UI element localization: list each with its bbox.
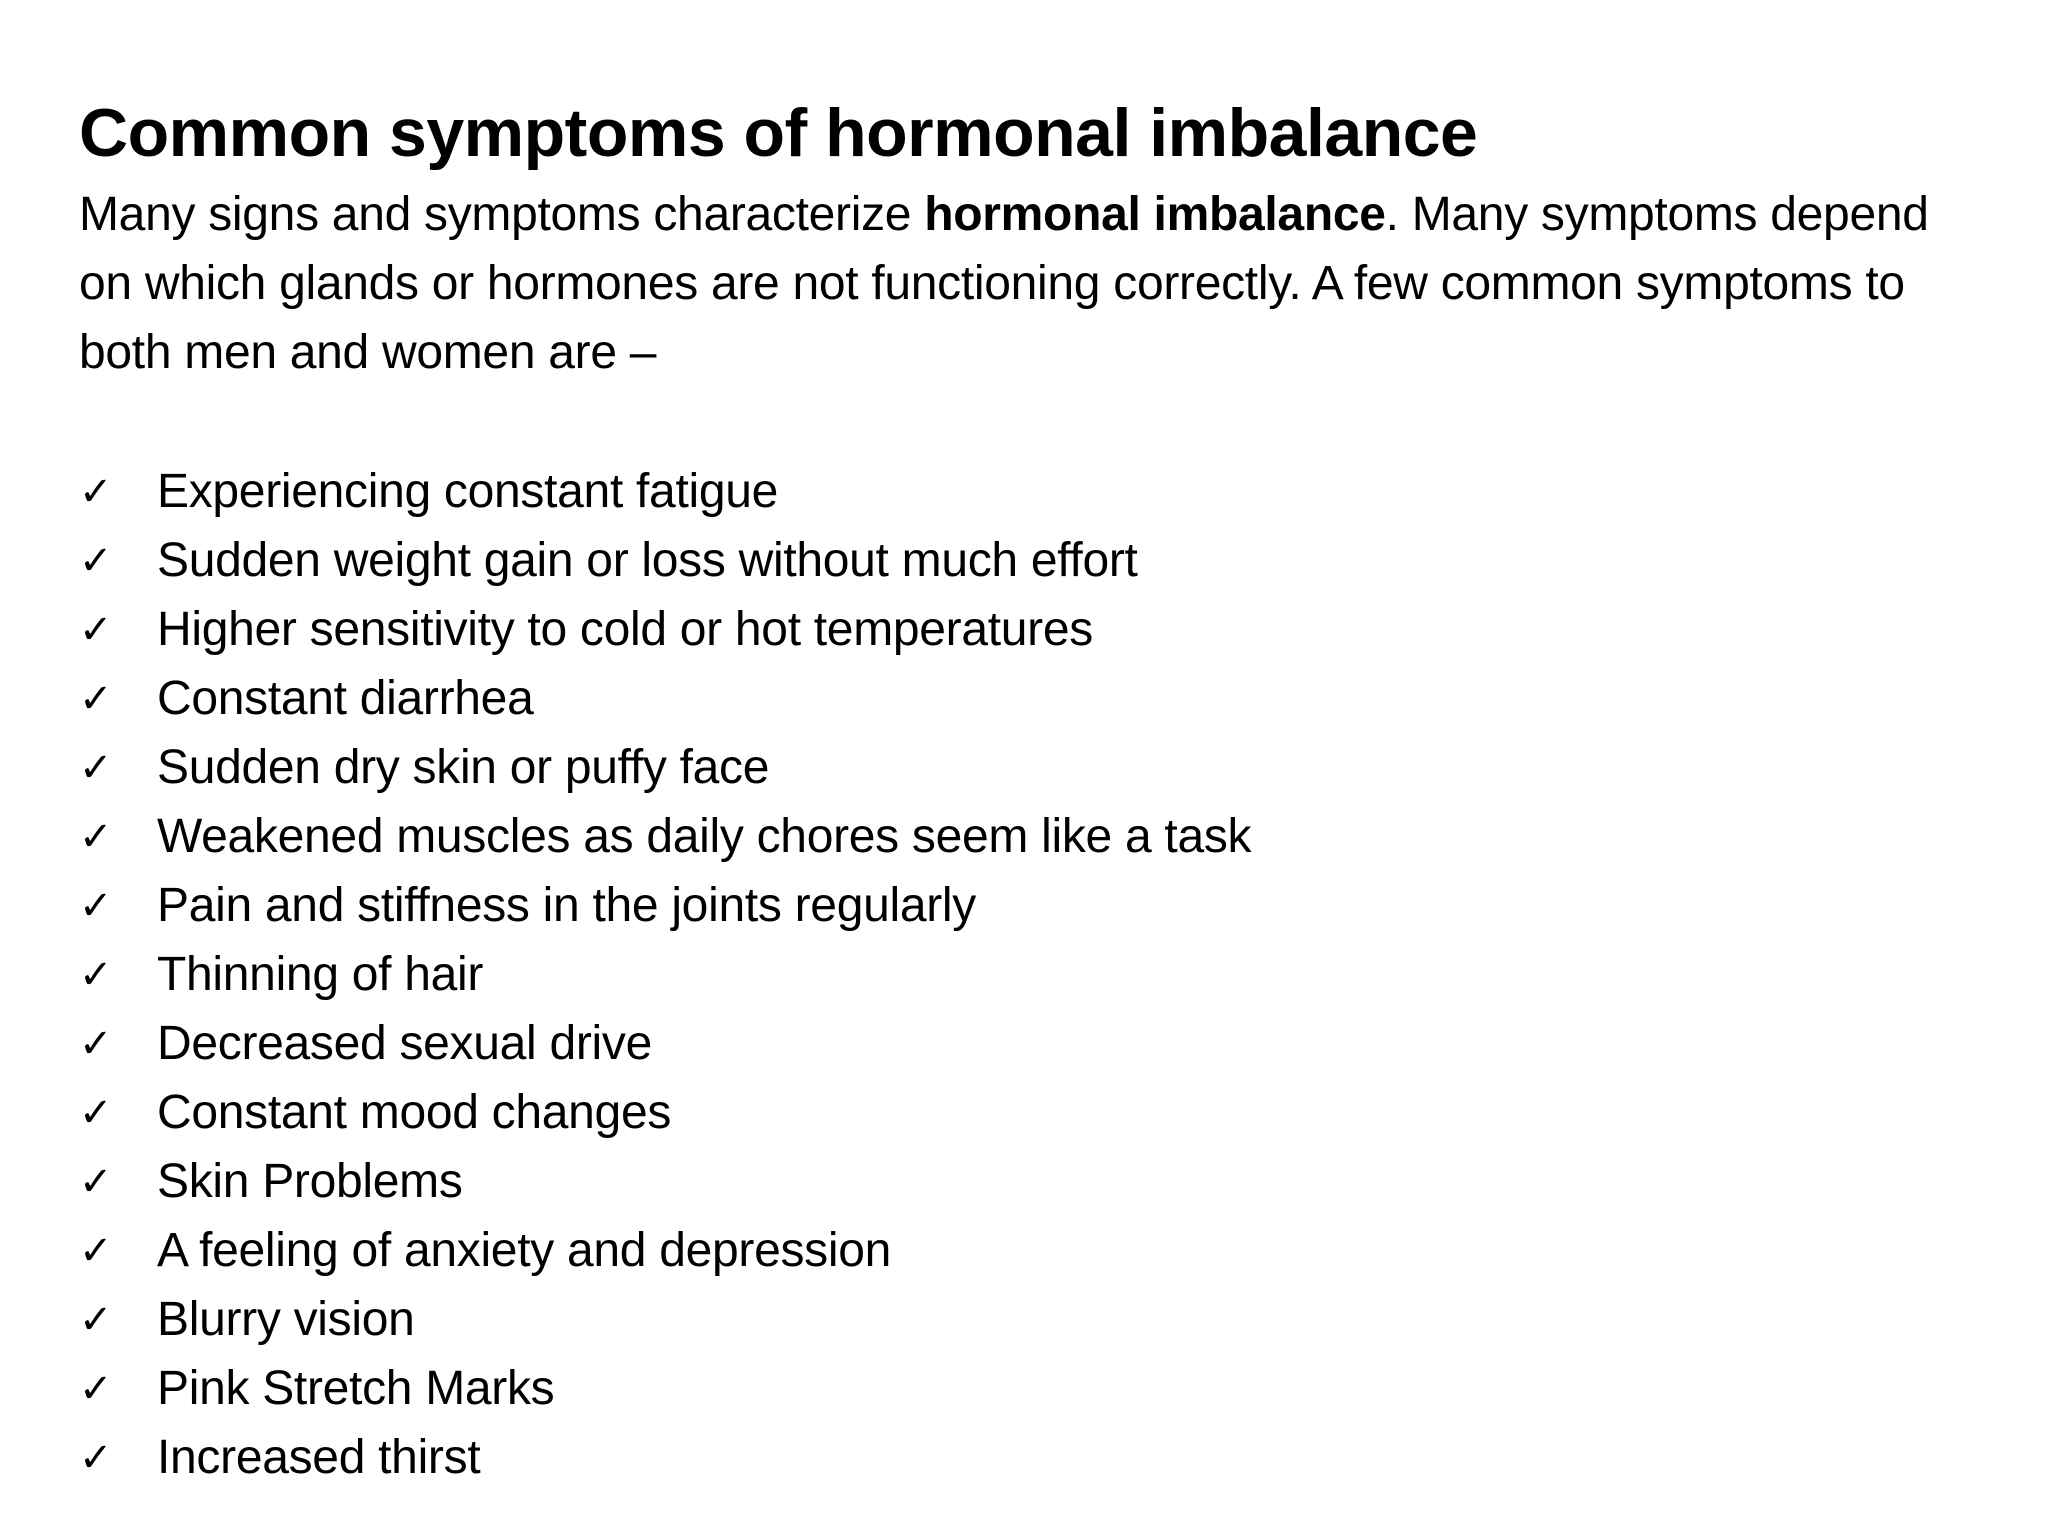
checkmark-icon: ✓: [79, 1296, 113, 1343]
list-item-label: Sudden dry skin or puffy face: [157, 741, 770, 794]
list-item-label: Constant mood changes: [157, 1086, 672, 1139]
list-item-label: Sudden weight gain or loss without much effort: [157, 534, 1138, 587]
list-item: [79, 871, 1251, 940]
list-item: [79, 940, 1251, 1009]
list-item: [79, 802, 1251, 871]
list-item: [79, 1078, 1251, 1147]
list-item: [79, 1423, 1251, 1492]
checkmark-icon: ✓: [79, 1365, 113, 1412]
list-item: [79, 664, 1251, 733]
list-item: [79, 1354, 1251, 1423]
list-item-label: Experiencing constant fatigue: [157, 465, 779, 518]
list-item-label: Pink Stretch Marks: [157, 1362, 555, 1415]
intro-text-start: Many signs and symptoms characterize: [79, 188, 925, 241]
checkmark-icon: ✓: [79, 606, 113, 653]
checkmark-icon: ✓: [79, 1089, 113, 1136]
checkmark-icon: ✓: [79, 675, 113, 722]
list-item: [79, 457, 1251, 526]
list-item: [79, 1147, 1251, 1216]
list-item: [79, 595, 1251, 664]
list-item-label: Constant diarrhea: [157, 672, 534, 725]
checkmark-icon: ✓: [79, 813, 113, 860]
checkmark-icon: ✓: [79, 744, 113, 791]
list-item-label: Pain and stiffness in the joints regularly: [157, 879, 976, 932]
list-item-label: Weakened muscles as daily chores seem like a task: [157, 810, 1252, 863]
list-item: [79, 1285, 1251, 1354]
list-item-label: Thinning of hair: [157, 948, 484, 1001]
list-item-label: Higher sensitivity to cold or hot temperatures: [157, 603, 1093, 656]
list-item-label: Decreased sexual drive: [157, 1017, 652, 1070]
symptom-checklist: [79, 457, 1251, 1492]
list-item: [79, 733, 1251, 802]
checkmark-icon: ✓: [79, 882, 113, 929]
checkmark-icon: ✓: [79, 468, 113, 515]
list-item-label: Blurry vision: [157, 1293, 415, 1346]
list-item: [79, 1009, 1251, 1078]
checkmark-icon: ✓: [79, 537, 113, 584]
checkmark-icon: ✓: [79, 951, 113, 998]
list-item-label: A feeling of anxiety and depression: [157, 1224, 892, 1277]
list-item: [79, 1216, 1251, 1285]
checkmark-icon: ✓: [79, 1020, 113, 1067]
intro-paragraph: [79, 180, 1979, 387]
intro-bold-term: hormonal imbalance: [924, 188, 1386, 241]
intro-text-end: . Many symptoms depend on which glands or hormones are not functioning correctly. A few common symptoms to both men and women are –: [79, 188, 1929, 379]
checkmark-icon: ✓: [79, 1158, 113, 1205]
checkmark-icon: ✓: [79, 1434, 113, 1481]
checkmark-icon: ✓: [79, 1227, 113, 1274]
list-item-label: Increased thirst: [157, 1431, 481, 1484]
page-title: Common symptoms of hormonal imbalance: [79, 95, 1478, 171]
list-item: [79, 526, 1251, 595]
list-item-label: Skin Problems: [157, 1155, 463, 1208]
